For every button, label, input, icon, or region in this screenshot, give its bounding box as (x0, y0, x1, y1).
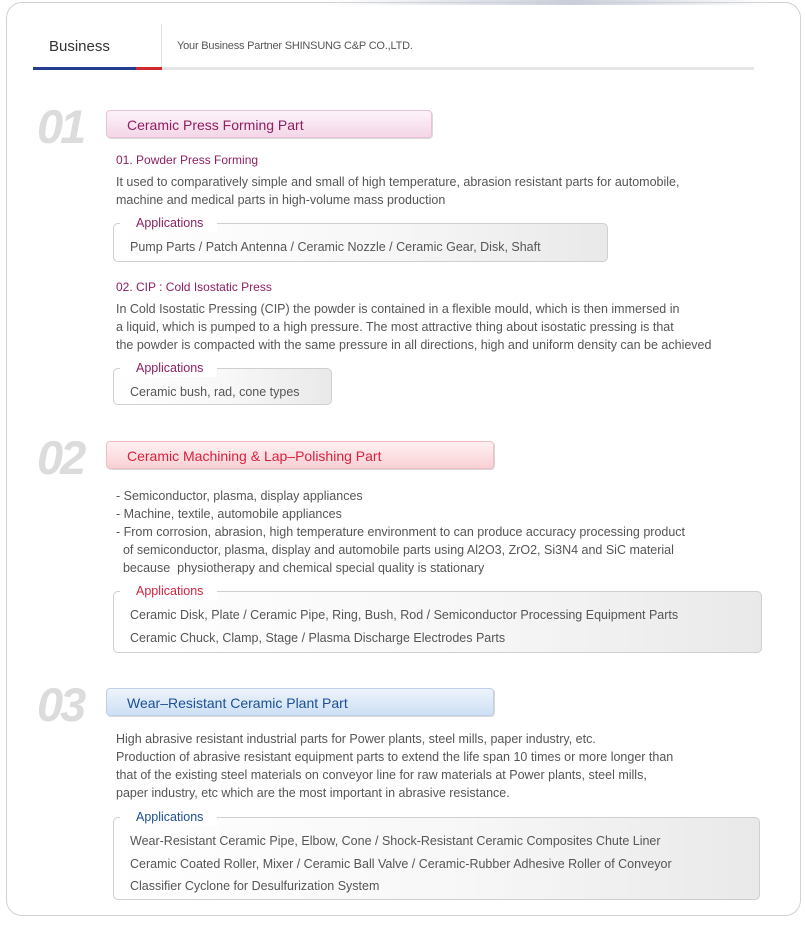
applications-line: Ceramic Disk, Plate / Ceramic Pipe, Ring, Bush, Rod / Semiconductor Processing Equipment Parts (130, 608, 679, 622)
header-underline-accent-red (136, 67, 162, 70)
paragraph-line: because physiotherapy and chemical special quality is stationary (116, 561, 485, 575)
section-paragraph (116, 173, 679, 209)
subsection-heading: 02. CIP : Cold Isostatic Press (116, 280, 272, 294)
paragraph-line: a liquid, which is pumped to a high pressure. The most attractive thing about isostatic pressing is that (116, 320, 674, 334)
applications-line: Pump Parts / Patch Antenna / Ceramic Nozzle / Ceramic Gear, Disk, Shaft (130, 240, 541, 254)
applications-line: Classifier Cyclone for Desulfurization System (130, 879, 380, 893)
applications-label: Applications (120, 214, 217, 232)
applications-line: Ceramic Chuck, Clamp, Stage / Plasma Discharge Electrodes Parts (130, 630, 506, 645)
section-paragraph (116, 730, 673, 802)
section-number: 01 (37, 100, 84, 153)
paragraph-line: machine and medical parts in high-volume mass production (116, 193, 446, 207)
paragraph-line: Production of abrasive resistant equipment parts to extend the life span 10 times or more longer than (116, 750, 674, 764)
section-paragraph (116, 487, 685, 577)
applications-label: Applications (120, 808, 217, 826)
paragraph-line: It used to comparatively simple and small of high temperature, abrasion resistant parts for automobile, (116, 175, 680, 189)
header-divider (161, 24, 162, 68)
paragraph-line: - Machine, textile, automobile appliances (116, 507, 342, 521)
subsection-heading: 01. Powder Press Forming (116, 153, 259, 167)
paragraph-line: - From corrosion, abrasion, high temperature environment to can produce accuracy processing product (116, 525, 686, 539)
paragraph-line: - Semiconductor, plasma, display appliances (116, 489, 363, 503)
section-title-bar: Wear–Resistant Ceramic Plant Part (106, 688, 494, 716)
paragraph-line: High abrasive resistant industrial parts for Power plants, steel mills, paper industry, etc. (116, 732, 596, 746)
page-subtitle: Your Business Partner SHINSUNG C&P CO.,LTD. (177, 40, 413, 52)
section-title-bar: Ceramic Machining & Lap–Polishing Part (106, 441, 494, 469)
top-glow-decoration (330, 0, 770, 5)
section-number: 03 (37, 678, 84, 731)
paragraph-line: the powder is compacted with the same pressure in all directions, high and uniform density can be achieved (116, 338, 712, 352)
applications-line: Wear-Resistant Ceramic Pipe, Elbow, Cone / Shock-Resistant Ceramic Composites Chute Liner (130, 834, 661, 848)
section-number: 02 (37, 431, 84, 484)
paragraph-line: of semiconductor, plasma, display and automobile parts using Al2O3, ZrO2, Si3N4 and SiC material (116, 543, 674, 557)
applications-label: Applications (120, 582, 217, 600)
section-paragraph (116, 300, 711, 354)
paragraph-line: In Cold Isostatic Pressing (CIP) the powder is contained in a flexible mould, which is then immersed in (116, 302, 680, 316)
applications-label: Applications (120, 359, 217, 377)
applications-line: Ceramic Coated Roller, Mixer / Ceramic Ball Valve / Ceramic-Rubber Adhesive Roller of Conveyor (130, 856, 672, 871)
applications-box (113, 817, 760, 900)
paragraph-line: paper industry, etc which are the most important in abrasive resistance. (116, 786, 510, 800)
applications-box (113, 591, 762, 653)
paragraph-line: that of the existing steel materials on conveyor line for raw materials at Power plants, steel mills, (116, 768, 647, 782)
page-title: Business (49, 38, 110, 55)
applications-line: Ceramic bush, rad, cone types (130, 385, 300, 399)
section-title-bar: Ceramic Press Forming Part (106, 110, 432, 138)
header-underline-accent-blue (33, 67, 136, 70)
